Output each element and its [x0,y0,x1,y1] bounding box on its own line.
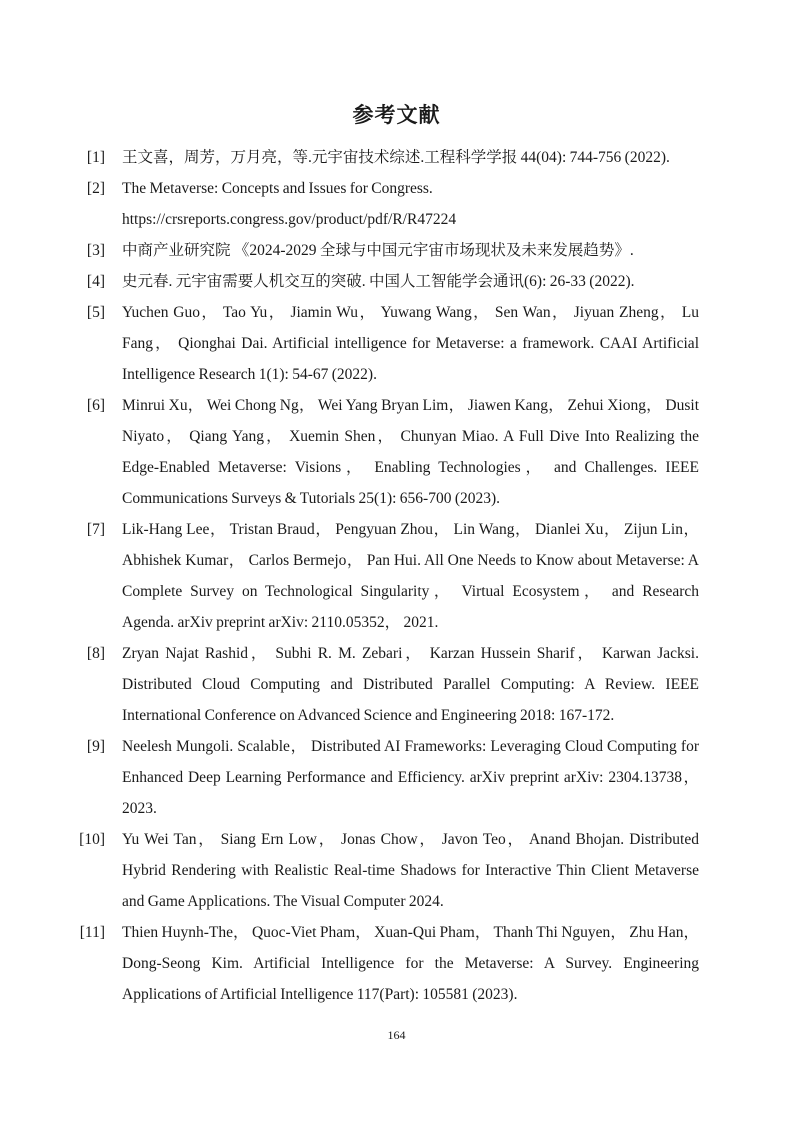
reference-number: [4] [86,273,105,290]
reference-item [75,917,699,1010]
page-number: 164 [387,1028,406,1042]
reference-item [75,142,699,173]
reference-item [75,266,699,297]
reference-text: Zryan Najat Rashid， Subhi R. M. Zebari， Karzan Hussein Sharif， Karwan Jacksi. Distributed Cloud Computing and Distributed Parallel Computing: A Review. IEEE International Conference on Advanced Science and Engineering 2018: 167-172. [122,645,699,724]
page-title: 参考文献 [352,103,441,127]
reference-number: [3] [86,242,105,259]
reference-text: The Metaverse: Concepts and Issues for Congress. [122,180,433,197]
reference-item [75,390,699,514]
reference-number: [9] [86,738,105,755]
reference-text: Neelesh Mungoli. Scalable， Distributed AI Frameworks: Leveraging Cloud Computing for Enhanced Deep Learning Performance and Efficiency. arXiv preprint arXiv: 2304.13738， 2023. [122,738,699,817]
reference-number: [7] [86,521,105,538]
reference-number: [8] [86,645,105,662]
reference-text: 史元春. 元宇宙需要人机交互的突破. 中国人工智能学会通讯(6): 26-33 (2022). [122,273,635,290]
reference-item [75,297,699,390]
reference-item [75,824,699,917]
reference-text: Thien Huynh-The， Quoc-Viet Pham， Xuan-Qui Pham， Thanh Thi Nguyen， Zhu Han， Dong-Seong Kim. Artificial Intelligence for the Metaverse: A Survey. Engineering Applications of Artificial Intelligence 117(Part): 105581 (2023). [122,924,699,1003]
reference-number: [6] [86,397,105,414]
reference-item [75,514,699,638]
reference-number: [5] [86,304,105,321]
reference-item [75,638,699,731]
reference-text: Yu Wei Tan， Siang Ern Low， Jonas Chow， Javon Teo， Anand Bhojan. Distributed Hybrid Rendering with Realistic Real-time Shadows for Interactive Thin Client Metaverse and Game Applications. The Visual Computer 2024. [122,831,699,910]
reference-text: Minrui Xu， Wei Chong Ng， Wei Yang Bryan Lim， Jiawen Kang， Zehui Xiong， Dusit Niyato， Qiang Yang， Xuemin Shen， Chunyan Miao. A Full Dive Into Realizing the Edge-Enabled Metaverse: Visions， Enabling Technologies， and Challenges. IEEE Communications Surveys & Tutorials 25(1): 656-700 (2023). [122,397,699,507]
reference-number: [11] [79,924,105,941]
reference-text: Yuchen Guo， Tao Yu， Jiamin Wu， Yuwang Wang， Sen Wan， Jiyuan Zheng， Lu Fang， Qionghai Dai. Artificial intelligence for Metaverse: a framework. CAAI Artificial Intelligence Research 1(1): 54-67 (2022). [122,304,699,383]
reference-number: [2] [86,180,105,197]
reference-number: [10] [79,831,105,848]
reference-text: 中商产业研究院 《2024-2029 全球与中国元宇宙市场现状及未来发展趋势》. [122,242,634,259]
reference-item [75,173,699,235]
reference-text: Lik-Hang Lee， Tristan Braud， Pengyuan Zhou， Lin Wang， Dianlei Xu， Zijun Lin， Abhishek Kumar， Carlos Bermejo， Pan Hui. All One Needs to Know about Metaverse: A Complete Survey on Technological Singularity， Virtual Ecosystem， and Research Agenda. arXiv preprint arXiv: 2110.05352， 2021. [122,521,699,631]
reference-list [75,142,699,1010]
reference-url: https://crsreports.congress.gov/product/pdf/R/R47224 [122,211,457,228]
reference-number: [1] [86,149,105,166]
reference-item [75,731,699,824]
reference-item [75,235,699,266]
reference-text: 王文喜，周芳，万月亮，等.元宇宙技术综述.工程科学学报 44(04): 744-756 (2022). [122,149,670,166]
